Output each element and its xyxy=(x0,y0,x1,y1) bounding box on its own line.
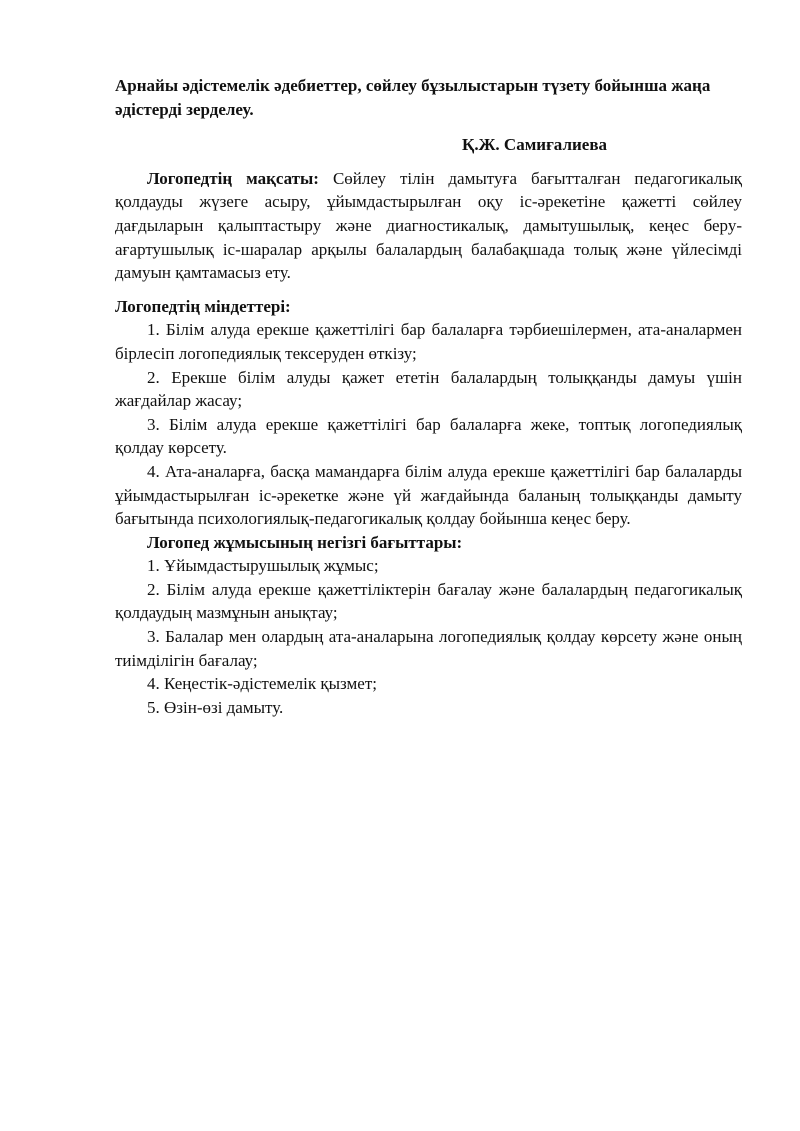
task-text: Білім алуда ерекше қажеттілігі бар балаларға жеке, топтық логопедиялық қолдау көрсету. xyxy=(115,414,742,458)
direction-text: Ұйымдастырушылық жұмыс; xyxy=(159,556,379,576)
direction-item-5 xyxy=(115,696,742,720)
tasks-heading: Логопедтің міндеттері: xyxy=(115,296,291,316)
task-number: 3. xyxy=(147,414,160,434)
task-item-3 xyxy=(115,413,742,460)
document-page xyxy=(115,74,742,719)
task-number: 4. xyxy=(147,461,160,481)
goal-label: Логопедтің мақсаты: xyxy=(147,168,319,188)
task-item-4 xyxy=(115,460,742,531)
direction-text: Білім алуда ерекше қажеттіліктерін бағалау және балалардың педагогикалық қолдаудың мазмұнын анықтау; xyxy=(115,579,742,623)
direction-item-4 xyxy=(115,672,742,696)
directions-heading: Логопед жұмысының негізгі бағыттары: xyxy=(147,532,463,552)
task-text: Ерекше білім алуды қажет ететін балалардың толыққанды дамуы үшін жағдайлар жасау; xyxy=(115,367,742,411)
goal-paragraph xyxy=(115,167,742,285)
document-title: Арнайы әдістемелік әдебиеттер, сөйлеу бұзылыстарын түзету бойынша жаңа әдістерді зерделеу. xyxy=(115,76,711,119)
direction-number: 2. xyxy=(147,579,160,599)
direction-number: 4. xyxy=(147,674,160,694)
direction-text: Балалар мен олардың ата-аналарына логопедиялық қолдау көрсету және оның тиімділігін бағалау; xyxy=(115,627,742,670)
task-text: Ата-аналарға, басқа мамандарға білім алуда ерекше қажеттілігі бар балаларды ұйымдастырылған іс-әрекетке және үй жағдайында баланың толыққанды дамыту бағытында психологиялық-педагогикалық қолдау бойынша кеңес беру. xyxy=(115,461,742,529)
document-author: Қ.Ж. Самиғалиева xyxy=(462,135,607,155)
task-item-1 xyxy=(115,318,742,365)
direction-text: Өзін-өзі дамыту. xyxy=(159,697,284,717)
task-number: 2. xyxy=(147,367,160,387)
direction-item-2 xyxy=(115,578,742,625)
direction-number: 5. xyxy=(147,697,160,717)
direction-text: Кеңестік-әдістемелік қызмет; xyxy=(159,674,377,694)
task-text: Білім алуда ерекше қажеттілігі бар балаларға тәрбиешілермен, ата-аналармен бірлесіп логопедиялық тексеруден өткізу; xyxy=(115,320,742,363)
direction-item-1 xyxy=(115,554,742,578)
task-item-2 xyxy=(115,366,742,413)
direction-number: 3. xyxy=(147,627,160,647)
goal-text: Сөйлеу тілін дамытуға бағытталған педагогикалық қолдауды жүзеге асыру, ұйымдастырылған оқу іс-әрекетіне қажетті сөйлеу дағдыларын қалыптастыру және диагностикалық, дамытушылық, кеңес беру-ағартушылық іс-шаралар арқылы балалардың балабақшада толық және үйлесімді дамуын қамтамасыз ету. xyxy=(115,168,743,283)
direction-item-3 xyxy=(115,625,742,672)
direction-number: 1. xyxy=(147,556,160,576)
task-number: 1. xyxy=(147,320,160,340)
